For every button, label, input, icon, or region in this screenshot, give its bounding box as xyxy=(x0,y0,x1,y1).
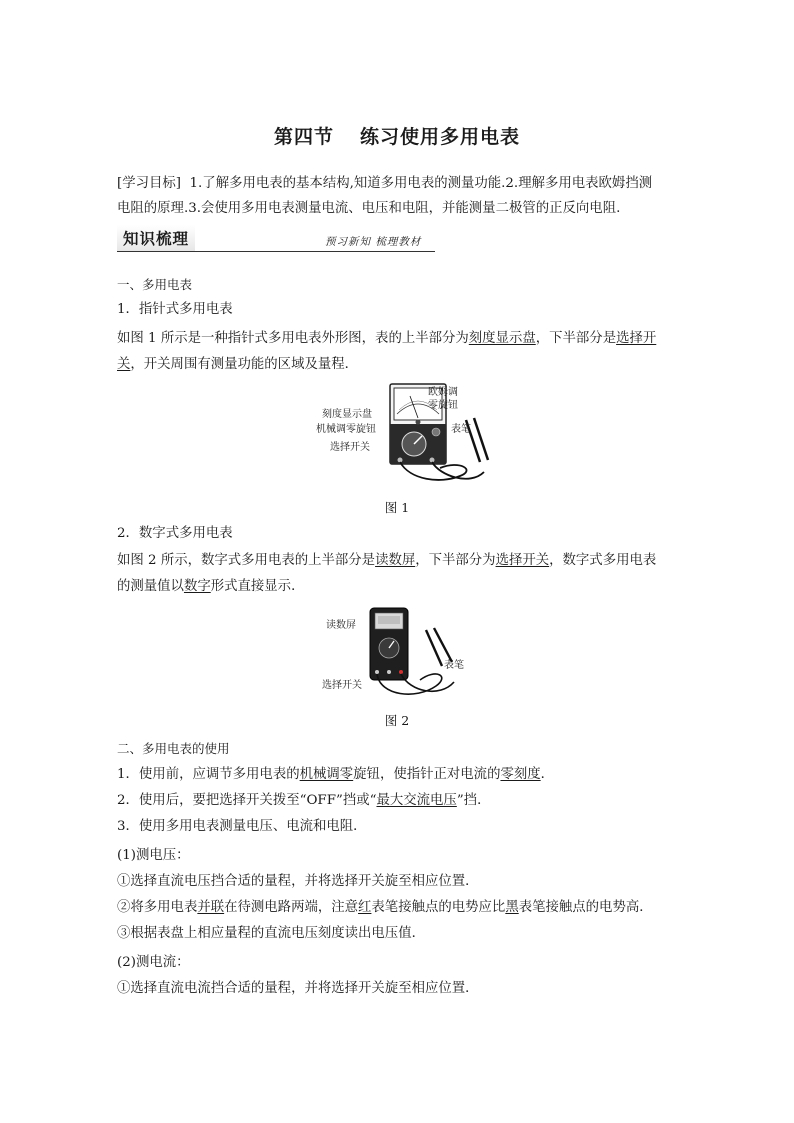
fig1-label-probe: 表笔 xyxy=(451,424,471,435)
answer-red: 红 xyxy=(358,900,372,915)
page-title xyxy=(0,122,794,149)
section-banner xyxy=(117,225,437,255)
figure-2-digital-multimeter xyxy=(366,606,466,702)
fig2-label-probe: 表笔 xyxy=(444,660,464,671)
s2-line-3: 3．使用多用电表测量电压、电流和电阻． xyxy=(117,819,367,834)
title-section-number: 第四节 xyxy=(273,126,334,148)
digital-multimeter-image xyxy=(366,606,466,702)
fig1-label-ohm-zero-1: 欧姆调 xyxy=(428,387,458,398)
objectives-line-2: 电阻的原理.3.会使用多用电表测量电流、电压和电阻，并能测量二极管的正反向电阻. xyxy=(117,201,621,216)
banner-subtitle: 预习新知 梳理教材 xyxy=(325,236,422,248)
voltage-step-3: ③根据表盘上相应量程的直流电压刻度读出电压值． xyxy=(117,926,425,941)
answer-dial: 刻度显示盘 xyxy=(468,331,536,346)
title-topic: 练习使用多用电表 xyxy=(360,126,521,148)
banner-heading: 知识梳理 xyxy=(117,225,195,251)
item1-heading: 1．指针式多用电表 xyxy=(117,302,233,317)
fig1-label-ohm-zero-2: 零旋钮 xyxy=(428,400,458,411)
answer-zero-mark: 零刻度 xyxy=(500,767,541,782)
p1-line-1: 如图 1 所示是一种指针式多用电表外形图，表的上半部分为刻度显示盘，下半部分是选择开 xyxy=(117,331,657,346)
s2-line-2: 2．使用后，要把选择开关拨至“OFF”挡或“最大交流电压”挡． xyxy=(117,793,491,808)
answer-switch-a: 选择开 xyxy=(616,331,657,346)
p2-line-1: 如图 2 所示，数字式多用电表的上半部分是读数屏，下半部分为选择开关，数字式多用电表 xyxy=(117,553,657,568)
s2-line-1: 1．使用前，应调节多用电表的机械调零旋钮，使指针正对电流的零刻度． xyxy=(117,767,555,782)
fig1-label-dial: 刻度显示盘 xyxy=(322,409,372,420)
banner-rule xyxy=(117,251,435,252)
item2-heading: 2．数字式多用电表 xyxy=(117,526,233,541)
p1-line-2: 关，开关周围有测量功能的区域及量程． xyxy=(117,357,359,372)
fig2-label-selector: 选择开关 xyxy=(322,680,362,691)
figure-2-caption: 图 2 xyxy=(384,713,410,728)
voltage-step-1: ①选择直流电压挡合适的量程，并将选择开关旋至相应位置． xyxy=(117,874,479,889)
current-heading: (2)测电流： xyxy=(117,955,190,970)
answer-mech-zero: 机械调零 xyxy=(299,767,354,782)
section1-heading: 一、多用电表 xyxy=(117,277,193,292)
answer-black: 黑 xyxy=(505,900,519,915)
section2-heading: 二、多用电表的使用 xyxy=(117,741,230,756)
objectives-label: [学习目标] xyxy=(117,176,182,191)
voltage-step-2: ②将多用电表并联在待测电路两端，注意红表笔接触点的电势应比黑表笔接触点的电势高． xyxy=(117,900,653,915)
figure-1-caption: 图 1 xyxy=(384,500,410,515)
current-step-1: ①选择直流电流挡合适的量程，并将选择开关旋至相应位置． xyxy=(117,981,479,996)
answer-max-ac: 最大交流电压 xyxy=(376,793,457,808)
answer-selector: 选择开关 xyxy=(495,553,550,568)
fig2-label-screen: 读数屏 xyxy=(326,620,356,631)
answer-parallel: 并联 xyxy=(197,900,225,915)
answer-switch-b: 关 xyxy=(117,357,131,372)
answer-digital: 数字 xyxy=(183,579,211,594)
fig1-label-selector: 选择开关 xyxy=(330,442,370,453)
p2-line-2: 的测量值以数字形式直接显示． xyxy=(117,579,305,594)
fig1-label-mechanical-zero: 机械调零旋钮 xyxy=(316,424,376,435)
voltage-heading: (1)测电压： xyxy=(117,848,190,863)
objectives-line-1: [学习目标] 1.了解多用电表的基本结构,知道多用电表的测量功能.2.理解多用电表欧姆挡测 xyxy=(117,176,653,191)
answer-screen: 读数屏 xyxy=(375,553,416,568)
